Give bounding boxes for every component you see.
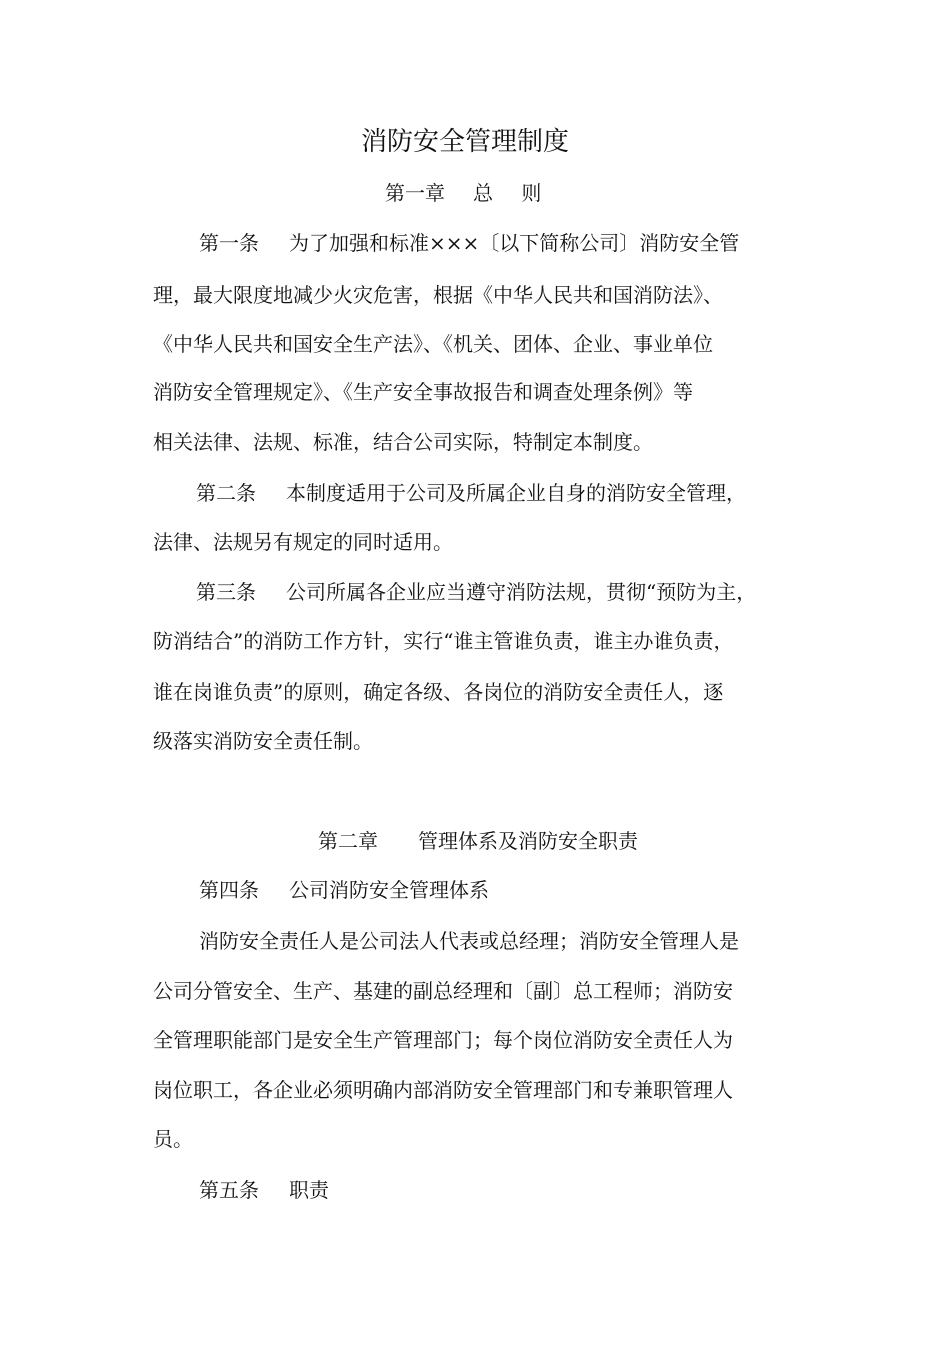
article-4-title: 公司消防安全管理体系 xyxy=(289,878,489,902)
chapter-1-label: 第一章 xyxy=(385,181,445,205)
chapter-2-label: 第二章 xyxy=(318,829,378,853)
article-4-line-1: 消防安全责任人是公司法人代表或总经理；消防安全管理人是 xyxy=(199,929,739,953)
chapter-2-name: 管理体系及消防安全职责 xyxy=(418,829,638,853)
article-3-line-1 xyxy=(196,580,756,604)
article-4-line-2: 公司分管安全、生产、基建的副总经理和〔副〕总工程师；消防安 xyxy=(153,979,733,1003)
article-3-number: 第三条 xyxy=(196,580,256,604)
article-3-line-4: 级落实消防安全责任制。 xyxy=(153,729,373,753)
article-1-text-1: 为了加强和标准×××〔以下简称公司〕消防安全管 xyxy=(289,231,740,255)
article-1-line-1 xyxy=(199,231,739,255)
article-1-line-4: 消防安全管理规定》、《生产安全事故报告和调查处理条例》等 xyxy=(153,380,693,404)
article-5-heading xyxy=(199,1178,329,1202)
chapter-2-heading xyxy=(318,829,638,853)
article-4-heading xyxy=(199,878,489,902)
article-1-number: 第一条 xyxy=(199,231,259,255)
article-2-line-1 xyxy=(196,481,746,505)
article-2-line-2: 法律、法规另有规定的同时适用。 xyxy=(153,530,453,554)
article-4-number: 第四条 xyxy=(199,878,259,902)
article-5-number: 第五条 xyxy=(199,1178,259,1202)
article-2-text-1: 本制度适用于公司及所属企业自身的消防安全管理， xyxy=(286,481,746,505)
chapter-1-name: 总 则 xyxy=(473,181,542,205)
article-1-line-3: 《中华人民共和国安全生产法》、《机关、团体、企业、事业单位 xyxy=(153,332,713,356)
article-4-line-4: 岗位职工，各企业必须明确内部消防安全管理部门和专兼职管理人 xyxy=(153,1078,733,1102)
article-3-text-1: 公司所属各企业应当遵守消防法规，贯彻“预防为主， xyxy=(286,580,757,604)
article-4-line-3: 全管理职能部门是安全生产管理部门；每个岗位消防安全责任人为 xyxy=(153,1028,733,1052)
document-title: 消防安全管理制度 xyxy=(361,127,570,157)
article-3-line-3: 谁在岗谁负责”的原则，确定各级、各岗位的消防安全责任人，逐 xyxy=(153,680,724,704)
article-1-line-5: 相关法律、法规、标准，结合公司实际，特制定本制度。 xyxy=(153,430,653,454)
article-2-number: 第二条 xyxy=(196,481,256,505)
article-4-line-5: 员。 xyxy=(153,1127,193,1151)
chapter-1-heading xyxy=(385,181,541,205)
article-3-line-2: 防消结合”的消防工作方针，实行“谁主管谁负责，谁主办谁负责， xyxy=(153,629,734,653)
article-5-title: 职责 xyxy=(289,1178,329,1202)
article-1-line-2: 理，最大限度地减少火灾危害，根据《中华人民共和国消防法》、 xyxy=(153,283,723,307)
